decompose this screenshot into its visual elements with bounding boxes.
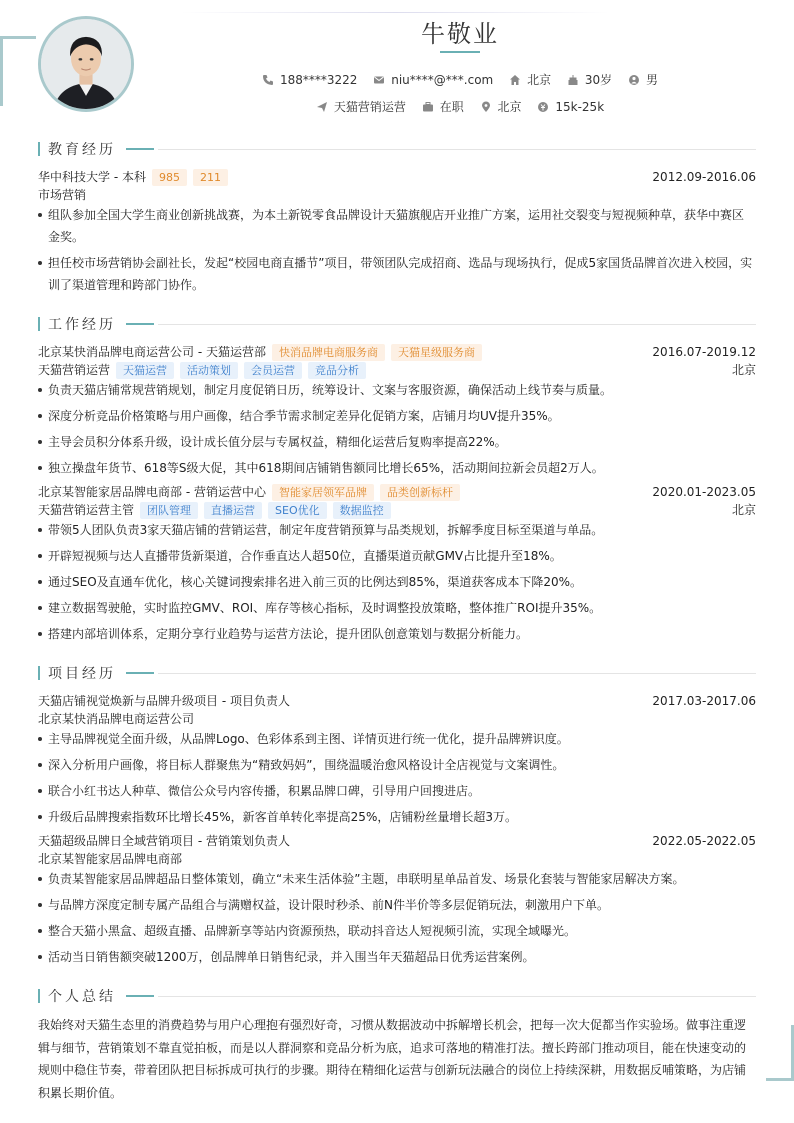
mail-icon	[373, 74, 385, 86]
project-date: 2017.03-2017.06	[652, 694, 756, 708]
education-date: 2012.09-2016.06	[652, 170, 756, 184]
city-item	[509, 71, 551, 88]
briefcase-icon	[422, 101, 434, 113]
job-intention-row	[0, 98, 794, 116]
skill-tag: 直播运营	[204, 502, 262, 519]
project-bullet: 主导品牌视觉全面升级，从品牌Logo、色彩体系到主图、详情页进行统一优化，提升品牌辨识度。	[38, 728, 756, 750]
work-bullet: 独立操盘年货节、618等S级大促，其中618期间店铺销售额同比增长65%，活动期间拉新会员超2万人。	[38, 457, 756, 479]
section-title-projects: 项目经历	[38, 665, 756, 681]
money-icon	[537, 101, 549, 113]
work-bullet: 通过SEO及直通车优化，核心关键词搜索排名进入前三页的比例达到85%，渠道获客成本下降20%。	[38, 571, 756, 593]
education-header	[38, 168, 756, 186]
summary-paragraph: 我始终对天猫生态里的消费趋势与用户心理抱有强烈好奇，习惯从数据波动中拆解增长机会，把每一次大促都当作实验场。做事注重逻 辑与细节，营销策划不靠直觉拍板，而是以人群洞察和竞品分析为底，追求可落地的精准打法。擅长跨部门推动项目，能在快速变动的 规则中稳住节奏，带着团队把目标拆成可执行的步骤。期待在精细化运营与创新玩法融合的岗位上持续深耕，用数据反哺策略，为店铺 积累长期价值。	[38, 1018, 747, 1100]
work-bullet: 深度分析竞品价格策略与用户画像，结合季节需求制定差异化促销方案，店铺月均UV提升35%。	[38, 405, 756, 427]
work-company-row	[38, 343, 756, 361]
home-icon	[509, 74, 521, 86]
work-role-row	[38, 361, 756, 379]
company-name: 北京某快消品牌电商运营公司 - 天猫运营部	[38, 345, 266, 359]
email-text: niu****@***.com	[391, 72, 494, 87]
skill-tag: 会员运营	[244, 362, 302, 379]
work-bullet: 带领5人团队负责3家天猫店铺的营销运营，制定年度营销预算与品类规划，拆解季度目标至渠道与单品。	[38, 519, 756, 541]
corner-decoration-bottom-right	[766, 1025, 794, 1081]
skill-tag: SEO优化	[268, 502, 327, 519]
work-date: 2020.01-2023.05	[652, 485, 756, 499]
section-title-work: 工作经历	[38, 316, 756, 332]
gender-text: 男	[646, 73, 659, 87]
cake-icon	[567, 74, 579, 86]
work-bullet: 主导会员积分体系升级，设计成长值分层与专属权益，精细化运营后复购率提高22%。	[38, 431, 756, 453]
company-name: 北京某智能家居品牌电商部 - 营销运营中心	[38, 485, 266, 499]
project-bullet: 活动当日销售额突破1200万，创品牌单日销售纪录，并入围当年天猫超品日优秀运营案例。	[38, 946, 756, 968]
send-icon	[316, 101, 328, 113]
city-text: 北京	[527, 73, 552, 87]
phone-item	[262, 73, 357, 87]
project-title-row	[38, 692, 756, 710]
work-bullet: 建立数据驾驶舱，实时监控GMV、ROI、库存等核心指标，及时调整投放策略，整体推广ROI提升35%。	[38, 597, 756, 619]
education-bullet: 组队参加全国大学生商业创新挑战赛，为本土新锐零食品牌设计天猫旗舰店开业推广方案，运用社交裂变与短视频种草，获华中赛区 金奖。	[38, 204, 756, 248]
project-title: 天猫超级品牌日全域营销项目 - 营销策划负责人	[38, 834, 290, 848]
project-bullet: 升级后品牌搜索指数环比增长45%，新客首单转化率提高25%，店铺粉丝量增长超3万。	[38, 806, 756, 828]
work-date: 2016.07-2019.12	[652, 345, 756, 359]
top-divider	[180, 12, 610, 13]
work-city: 北京	[731, 503, 756, 517]
work-bullet: 搭建内部培训体系，定期分享行业趋势与运营方法论，提升团队创意策划与数据分析能力。	[38, 623, 756, 645]
project-company: 北京某智能家居品牌电商部	[38, 852, 183, 866]
school-name: 华中科技大学 - 本科	[38, 170, 146, 184]
role-name: 天猫营销运营主管	[38, 503, 135, 517]
role-name: 天猫营销运营	[38, 363, 111, 377]
company-tag: 品类创新标杆	[380, 484, 460, 501]
education-major: 市场营销	[38, 188, 87, 202]
work-city: 北京	[731, 363, 756, 377]
skill-tag: 竞品分析	[308, 362, 366, 379]
age-text: 30岁	[584, 73, 613, 87]
project-bullet: 联合小红书达人种草、微信公众号内容传播，积累品牌口碑，引导用户回搜进店。	[38, 780, 756, 802]
school-tag: 985	[152, 169, 187, 186]
candidate-name: 牛敬业	[421, 20, 499, 48]
project-bullet: 负责某智能家居品牌超品日整体策划，确立“未来生活体验”主题，串联明星单品首发、场景化套装与智能家居解决方案。	[38, 868, 756, 890]
target-city-text: 北京	[497, 100, 522, 114]
phone-text: 188****3222	[279, 72, 358, 87]
salary-item	[537, 100, 604, 114]
phone-icon	[262, 74, 274, 86]
section-title-summary: 个人总结	[38, 988, 756, 1004]
age-item	[567, 71, 612, 88]
skill-tag: 团队管理	[140, 502, 198, 519]
status-item	[422, 98, 464, 115]
company-tag: 天猫星级服务商	[391, 344, 482, 361]
salary-text: 15k-25k	[555, 99, 605, 114]
project-company: 北京某快消品牌电商运营公司	[38, 712, 195, 726]
work-bullet: 负责天猫店铺常规营销规划，制定月度促销日历，统筹设计、文案与客服资源，确保活动上线节奏与质量。	[38, 379, 756, 401]
project-title-row	[38, 832, 756, 850]
project-title: 天猫店铺视觉焕新与品牌升级项目 - 项目负责人	[38, 694, 290, 708]
status-text: 在职	[439, 100, 464, 114]
company-tag: 智能家居领军品牌	[272, 484, 374, 501]
project-date: 2022.05-2022.05	[652, 834, 756, 848]
skill-tag: 数据监控	[333, 502, 391, 519]
education-bullet: 担任校市场营销协会副社长，发起“校园电商直播节”项目，带领团队完成招商、选品与现场执行，促成5家国货品牌首次进入校园，实 训了渠道管理和跨部门协作。	[38, 252, 756, 296]
skill-tag: 活动策划	[180, 362, 238, 379]
section-title-education: 教育经历	[38, 141, 756, 157]
target-job-item	[316, 98, 406, 115]
work-role-row	[38, 501, 756, 519]
school-tag: 211	[193, 169, 228, 186]
skill-tag: 天猫运营	[116, 362, 174, 379]
gender-item	[628, 71, 658, 88]
location-pin-icon	[480, 101, 492, 113]
company-tag: 快消品牌电商服务商	[272, 344, 385, 361]
target-city-item	[480, 98, 522, 115]
project-bullet: 与品牌方深度定制专属产品组合与满赠权益，设计限时秒杀、前N件半价等多层促销玩法，刺激用户下单。	[38, 894, 756, 916]
project-bullet: 整合天猫小黑盒、超级直播、品牌新享等站内资源预热，联动抖音达人短视频引流，实现全域曝光。	[38, 920, 756, 942]
work-company-row	[38, 483, 756, 501]
email-item	[373, 73, 493, 87]
gender-icon	[628, 74, 640, 86]
work-bullet: 开辟短视频与达人直播带货新渠道，合作垂直达人超50位，直播渠道贡献GMV占比提升至18%。	[38, 545, 756, 567]
target-job-text: 天猫营销运营	[333, 100, 406, 114]
project-bullet: 深入分析用户画像，将目标人群聚焦为“精致妈妈”，围绕温暖治愈风格设计全店视觉与文案调性。	[38, 754, 756, 776]
name-underline	[440, 51, 480, 53]
contact-info-row	[0, 71, 794, 89]
